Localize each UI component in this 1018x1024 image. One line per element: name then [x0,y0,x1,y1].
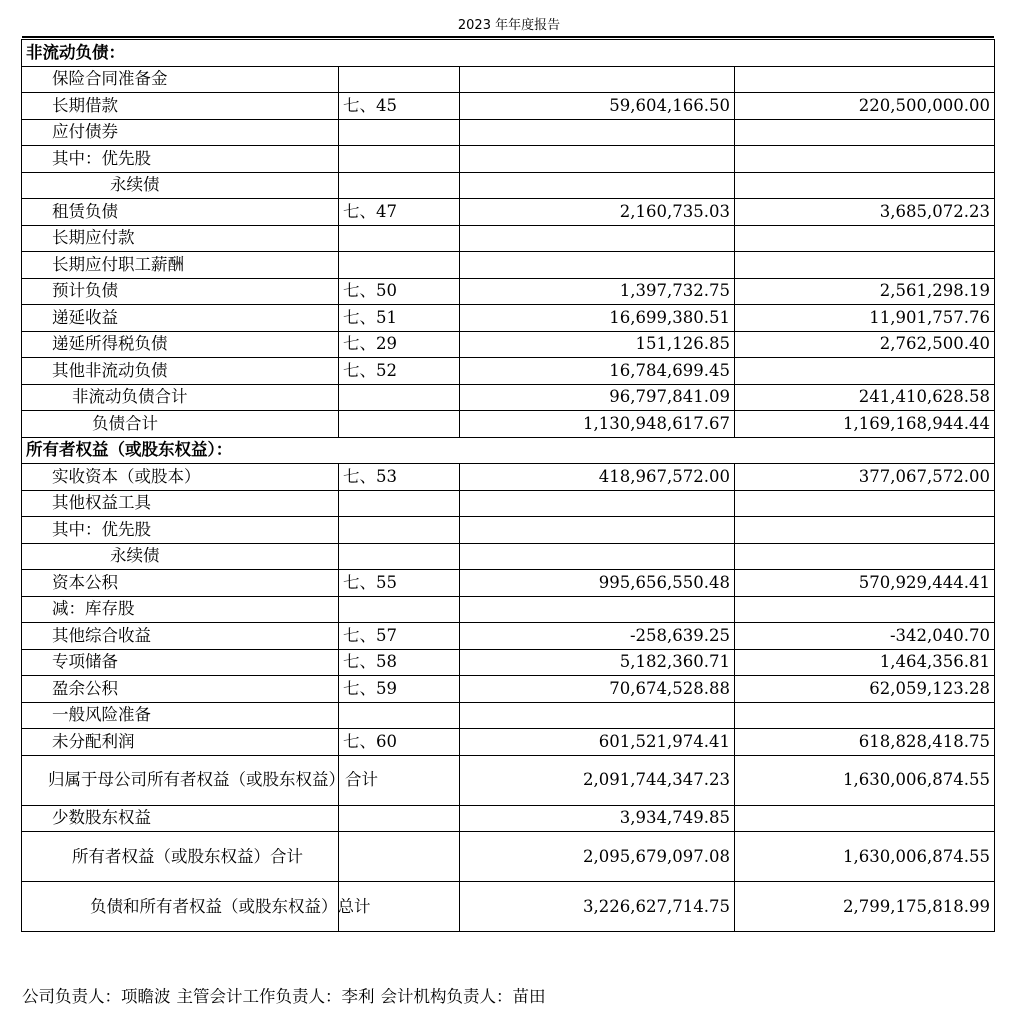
row-current-period-value: 1,397,732.75 [460,278,735,305]
row-prior-period-value: 11,901,757.76 [735,305,995,332]
row-note-ref: 七、57 [339,623,460,650]
row-item-label: 其他非流动负债 [22,358,339,385]
row-prior-period-value: 570,929,444.41 [735,570,995,597]
row-prior-period-value: 1,464,356.81 [735,649,995,676]
table-row [22,649,995,676]
row-prior-period-value [735,252,995,279]
row-prior-period-value: 3,685,072.23 [735,199,995,226]
row-note-ref: 七、50 [339,278,460,305]
row-note-ref [339,252,460,279]
table-row [22,93,995,120]
row-item-label: 递延所得税负债 [22,331,339,358]
row-item-label: 长期应付职工薪酬 [22,252,339,279]
row-prior-period-value: 241,410,628.58 [735,384,995,411]
row-prior-period-value: 1,630,006,874.55 [735,755,995,805]
row-note-ref [339,66,460,93]
row-prior-period-value: 220,500,000.00 [735,93,995,120]
table-row [22,596,995,623]
table-row [22,146,995,173]
row-note-ref [339,596,460,623]
section-label: 非流动负债： [22,40,995,67]
row-current-period-value: 2,160,735.03 [460,199,735,226]
row-current-period-value: 5,182,360.71 [460,649,735,676]
row-item-label: 负债合计 [22,411,339,438]
table-row [22,882,995,932]
row-current-period-value: 2,091,744,347.23 [460,755,735,805]
row-note-ref: 七、59 [339,676,460,703]
table-row [22,66,995,93]
row-item-label: 租赁负债 [22,199,339,226]
row-prior-period-value [735,358,995,385]
table-row [22,543,995,570]
row-note-ref [339,702,460,729]
accounting-head-signature: 主管会计工作负责人：李利 [176,987,375,1006]
row-current-period-value [460,702,735,729]
row-note-ref: 七、53 [339,464,460,491]
row-current-period-value: -258,639.25 [460,623,735,650]
row-prior-period-value: 1,630,006,874.55 [735,832,995,882]
table-row [22,490,995,517]
table-row [22,832,995,882]
row-current-period-value [460,172,735,199]
row-current-period-value: 3,934,749.85 [460,805,735,832]
section-label: 所有者权益（或股东权益）： [22,437,995,464]
row-item-label: 保险合同准备金 [22,66,339,93]
row-current-period-value [460,119,735,146]
row-prior-period-value: 618,828,418.75 [735,729,995,756]
row-item-text: 所有者权益（或股东权益）合计 [72,846,303,866]
row-note-ref [339,225,460,252]
report-header-title: 2023 年年度报告 [457,18,561,33]
row-note-ref [339,146,460,173]
row-prior-period-value [735,66,995,93]
table-row [22,729,995,756]
row-current-period-value [460,490,735,517]
row-item-label: 减：库存股 [22,596,339,623]
row-prior-period-value [735,596,995,623]
row-current-period-value [460,543,735,570]
row-item-label: 预计负债 [22,278,339,305]
table-row [22,199,995,226]
row-note-ref: 七、29 [339,331,460,358]
table-row [22,411,995,438]
table-row [22,702,995,729]
row-item-text: 负债和所有者权益（或股东权益）总计 [90,896,371,916]
row-item-text: 归属于母公司所有者权益（或股东权益）合计 [48,770,378,789]
table-row [22,517,995,544]
table-row [22,570,995,597]
row-current-period-value: 70,674,528.88 [460,676,735,703]
row-note-ref [339,384,460,411]
row-current-period-value [460,252,735,279]
row-prior-period-value [735,119,995,146]
table-row [22,464,995,491]
row-current-period-value: 96,797,841.09 [460,384,735,411]
row-item-label: 长期借款 [22,93,339,120]
row-note-ref: 七、47 [339,199,460,226]
row-prior-period-value [735,225,995,252]
row-item-label [22,882,371,932]
row-note-ref: 七、60 [339,729,460,756]
row-note-ref: 七、52 [339,358,460,385]
row-prior-period-value [735,490,995,517]
row-current-period-value: 59,604,166.50 [460,93,735,120]
row-prior-period-value [735,146,995,173]
table-row [22,305,995,332]
row-item-label: 实收资本（或股本） [22,464,339,491]
row-current-period-value: 418,967,572.00 [460,464,735,491]
row-item-label: 其他权益工具 [22,490,339,517]
row-prior-period-value: 2,561,298.19 [735,278,995,305]
company-head-signature: 公司负责人：项瞻波 [22,987,171,1006]
row-prior-period-value [735,805,995,832]
row-note-ref [339,411,460,438]
table-row [22,172,995,199]
row-current-period-value [460,146,735,173]
row-note-ref: 七、55 [339,570,460,597]
row-item-label: 应付债券 [22,119,339,146]
row-prior-period-value: -342,040.70 [735,623,995,650]
row-item-label: 盈余公积 [22,676,339,703]
table-row [22,358,995,385]
row-note-ref: 七、45 [339,93,460,120]
row-current-period-value [460,66,735,93]
signature-footer [22,983,552,1007]
row-note-ref [339,805,460,832]
row-prior-period-value: 2,799,175,818.99 [735,882,995,932]
row-current-period-value [460,517,735,544]
row-current-period-value: 16,784,699.45 [460,358,735,385]
row-item-label [22,755,378,805]
row-item-label: 其中：优先股 [22,517,339,544]
row-item-label: 一般风险准备 [22,702,339,729]
row-current-period-value [460,225,735,252]
balance-sheet-body [22,40,995,932]
row-prior-period-value [735,702,995,729]
section-header-row [22,437,995,464]
row-note-ref [339,172,460,199]
row-current-period-value: 995,656,550.48 [460,570,735,597]
row-note-ref [339,832,460,882]
table-row [22,331,995,358]
table-row [22,278,995,305]
row-note-ref [339,490,460,517]
row-item-label: 资本公积 [22,570,339,597]
row-note-ref: 七、58 [339,649,460,676]
balance-sheet-table [21,39,995,932]
row-note-ref [339,543,460,570]
row-item-label: 其他综合收益 [22,623,339,650]
row-note-ref [339,517,460,544]
row-item-label: 永续债 [22,543,339,570]
row-prior-period-value: 377,067,572.00 [735,464,995,491]
accounting-dept-head-signature: 会计机构负责人：苗田 [380,987,546,1006]
row-prior-period-value: 1,169,168,944.44 [735,411,995,438]
row-prior-period-value: 2,762,500.40 [735,331,995,358]
section-header-row [22,40,995,67]
row-prior-period-value: 62,059,123.28 [735,676,995,703]
row-current-period-value [460,596,735,623]
row-prior-period-value [735,517,995,544]
table-row [22,676,995,703]
row-current-period-value: 601,521,974.41 [460,729,735,756]
row-item-label: 其中：优先股 [22,146,339,173]
row-prior-period-value [735,543,995,570]
table-row [22,805,995,832]
row-item-label [22,832,339,882]
table-row [22,225,995,252]
row-item-label: 专项储备 [22,649,339,676]
row-item-label: 递延收益 [22,305,339,332]
row-note-ref: 七、51 [339,305,460,332]
table-row [22,119,995,146]
row-item-label: 未分配利润 [22,729,339,756]
row-prior-period-value [735,172,995,199]
row-item-label: 长期应付款 [22,225,339,252]
row-current-period-value: 3,226,627,714.75 [460,882,735,932]
row-current-period-value: 2,095,679,097.08 [460,832,735,882]
row-current-period-value: 151,126.85 [460,331,735,358]
header-divider [22,36,994,38]
table-row [22,384,995,411]
table-row [22,252,995,279]
row-item-label: 永续债 [22,172,339,199]
table-row [22,755,995,805]
table-row [22,623,995,650]
row-item-label: 非流动负债合计 [22,384,339,411]
row-current-period-value: 1,130,948,617.67 [460,411,735,438]
row-current-period-value: 16,699,380.51 [460,305,735,332]
row-item-label: 少数股东权益 [22,805,339,832]
row-note-ref [339,119,460,146]
